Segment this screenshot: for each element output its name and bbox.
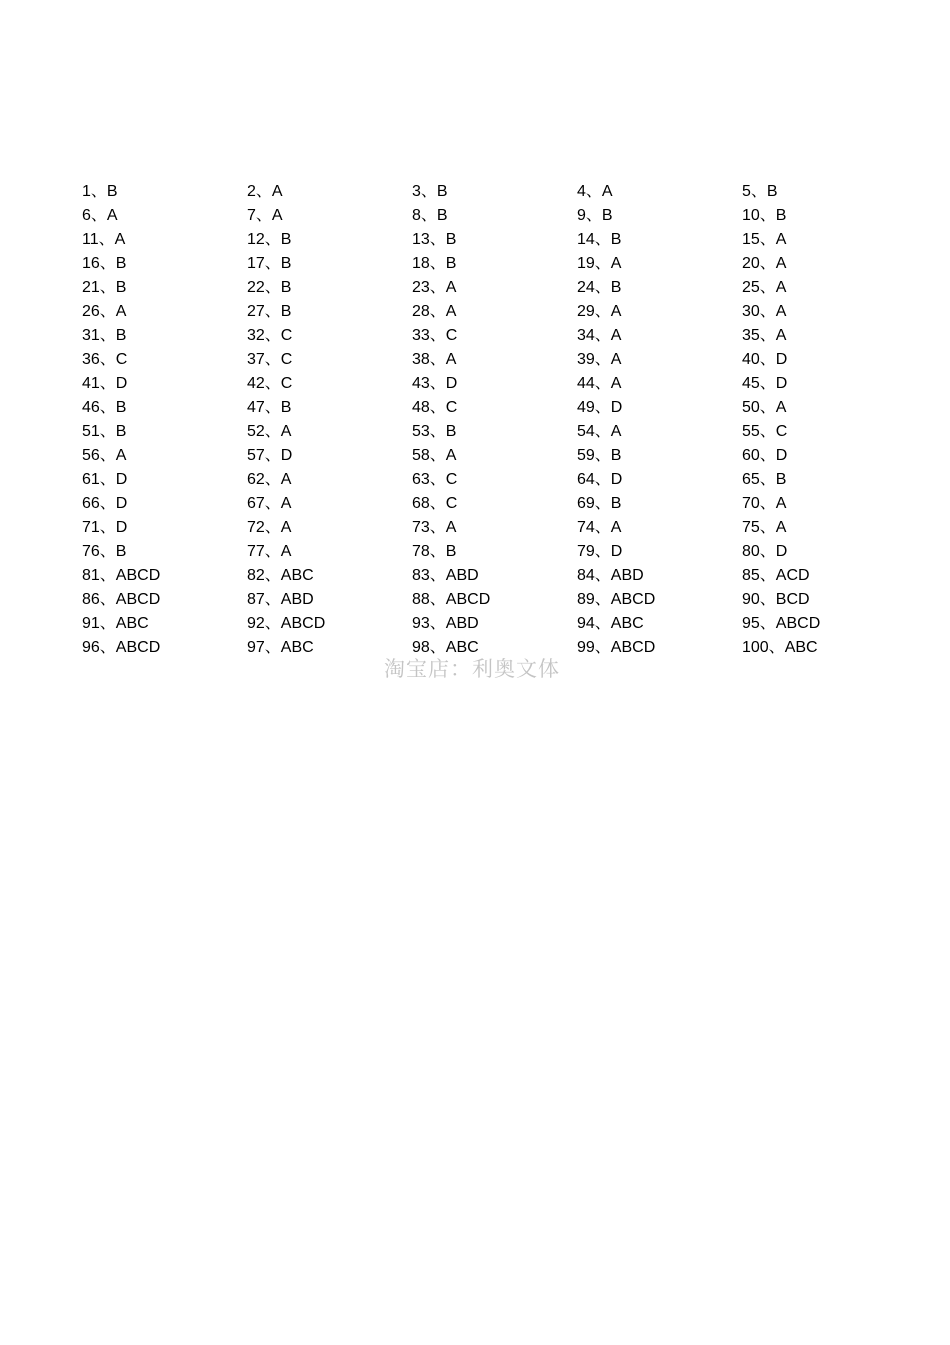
answer-item: 11、A xyxy=(82,231,126,248)
answer-item: 83、ABD xyxy=(412,567,479,584)
answer-item: 18、B xyxy=(412,255,457,272)
answer-item: 50、A xyxy=(742,399,787,416)
answer-item: 76、B xyxy=(82,543,127,560)
answer-item: 44、A xyxy=(577,375,622,392)
answer-item: 60、D xyxy=(742,447,788,464)
answer-item: 46、B xyxy=(82,399,127,416)
answer-item: 81、ABCD xyxy=(82,567,161,584)
answer-item: 87、ABD xyxy=(247,591,314,608)
answer-item: 26、A xyxy=(82,303,127,320)
answer-item: 71、D xyxy=(82,519,128,536)
answer-item: 33、C xyxy=(412,327,458,344)
answer-item: 69、B xyxy=(577,495,622,512)
answer-item: 17、B xyxy=(247,255,292,272)
answer-item: 43、D xyxy=(412,375,458,392)
answer-item: 67、A xyxy=(247,495,292,512)
answer-item: 21、B xyxy=(82,279,127,296)
answer-item: 63、C xyxy=(412,471,458,488)
answer-item: 41、D xyxy=(82,375,128,392)
answer-item: 59、B xyxy=(577,447,622,464)
answer-item: 86、ABCD xyxy=(82,591,161,608)
answer-item: 20、A xyxy=(742,255,787,272)
answer-item: 27、B xyxy=(247,303,292,320)
answer-item: 31、B xyxy=(82,327,127,344)
answer-item: 99、ABCD xyxy=(577,639,656,656)
answer-item: 56、A xyxy=(82,447,127,464)
answer-item: 73、A xyxy=(412,519,457,536)
answer-item: 4、A xyxy=(577,183,613,200)
answer-item: 39、A xyxy=(577,351,622,368)
answer-item: 53、B xyxy=(412,423,457,440)
answer-item: 75、A xyxy=(742,519,787,536)
answer-item: 64、D xyxy=(577,471,623,488)
answer-item: 93、ABD xyxy=(412,615,479,632)
answer-item: 94、ABC xyxy=(577,615,644,632)
answer-item: 57、D xyxy=(247,447,293,464)
answer-item: 16、B xyxy=(82,255,127,272)
answer-item: 13、B xyxy=(412,231,457,248)
answer-item: 12、B xyxy=(247,231,292,248)
answer-item: 82、ABC xyxy=(247,567,314,584)
answer-item: 24、B xyxy=(577,279,622,296)
answer-item: 29、A xyxy=(577,303,622,320)
answer-item: 100、ABC xyxy=(742,639,818,656)
answer-item: 10、B xyxy=(742,207,787,224)
answer-item: 79、D xyxy=(577,543,623,560)
answer-item: 49、D xyxy=(577,399,623,416)
answer-item: 37、C xyxy=(247,351,293,368)
answer-item: 80、D xyxy=(742,543,788,560)
answer-item: 66、D xyxy=(82,495,128,512)
answer-item: 1、B xyxy=(82,183,118,200)
answer-item: 28、A xyxy=(412,303,457,320)
answer-item: 91、ABC xyxy=(82,615,149,632)
answer-item: 78、B xyxy=(412,543,457,560)
answer-item: 55、C xyxy=(742,423,788,440)
answer-item: 45、D xyxy=(742,375,788,392)
answer-item: 72、A xyxy=(247,519,292,536)
answer-item: 9、B xyxy=(577,207,613,224)
answer-item: 25、A xyxy=(742,279,787,296)
answer-item: 6、A xyxy=(82,207,118,224)
answer-item: 52、A xyxy=(247,423,292,440)
answer-item: 34、A xyxy=(577,327,622,344)
answer-item: 95、ABCD xyxy=(742,615,821,632)
answer-item: 47、B xyxy=(247,399,292,416)
answer-item: 89、ABCD xyxy=(577,591,656,608)
answer-item: 51、B xyxy=(82,423,127,440)
watermark: 淘宝店：利奥文体 xyxy=(384,657,560,681)
answer-item: 74、A xyxy=(577,519,622,536)
answer-item: 22、B xyxy=(247,279,292,296)
answer-item: 70、A xyxy=(742,495,787,512)
answer-item: 84、ABD xyxy=(577,567,644,584)
answer-item: 15、A xyxy=(742,231,787,248)
answer-item: 88、ABCD xyxy=(412,591,491,608)
answer-item: 35、A xyxy=(742,327,787,344)
answer-item: 32、C xyxy=(247,327,293,344)
answer-item: 90、BCD xyxy=(742,591,810,608)
answer-item: 85、ACD xyxy=(742,567,810,584)
answer-item: 40、D xyxy=(742,351,788,368)
answer-key-grid xyxy=(82,180,922,660)
answer-item: 62、A xyxy=(247,471,292,488)
answer-item: 42、C xyxy=(247,375,293,392)
answer-item: 3、B xyxy=(412,183,448,200)
answer-item: 36、C xyxy=(82,351,128,368)
answer-item: 48、C xyxy=(412,399,458,416)
answer-item: 98、ABC xyxy=(412,639,479,656)
answer-item: 68、C xyxy=(412,495,458,512)
answer-item: 38、A xyxy=(412,351,457,368)
answer-item: 8、B xyxy=(412,207,448,224)
answer-item: 96、ABCD xyxy=(82,639,161,656)
answer-item: 58、A xyxy=(412,447,457,464)
answer-item: 30、A xyxy=(742,303,787,320)
answer-item: 77、A xyxy=(247,543,292,560)
answer-item: 65、B xyxy=(742,471,787,488)
answer-item: 7、A xyxy=(247,207,283,224)
answer-item: 97、ABC xyxy=(247,639,314,656)
answer-item: 5、B xyxy=(742,183,778,200)
answer-item: 19、A xyxy=(577,255,622,272)
answer-item: 23、A xyxy=(412,279,457,296)
answer-item: 92、ABCD xyxy=(247,615,326,632)
answer-item: 54、A xyxy=(577,423,622,440)
answer-item: 2、A xyxy=(247,183,283,200)
answer-item: 61、D xyxy=(82,471,128,488)
answer-item: 14、B xyxy=(577,231,622,248)
